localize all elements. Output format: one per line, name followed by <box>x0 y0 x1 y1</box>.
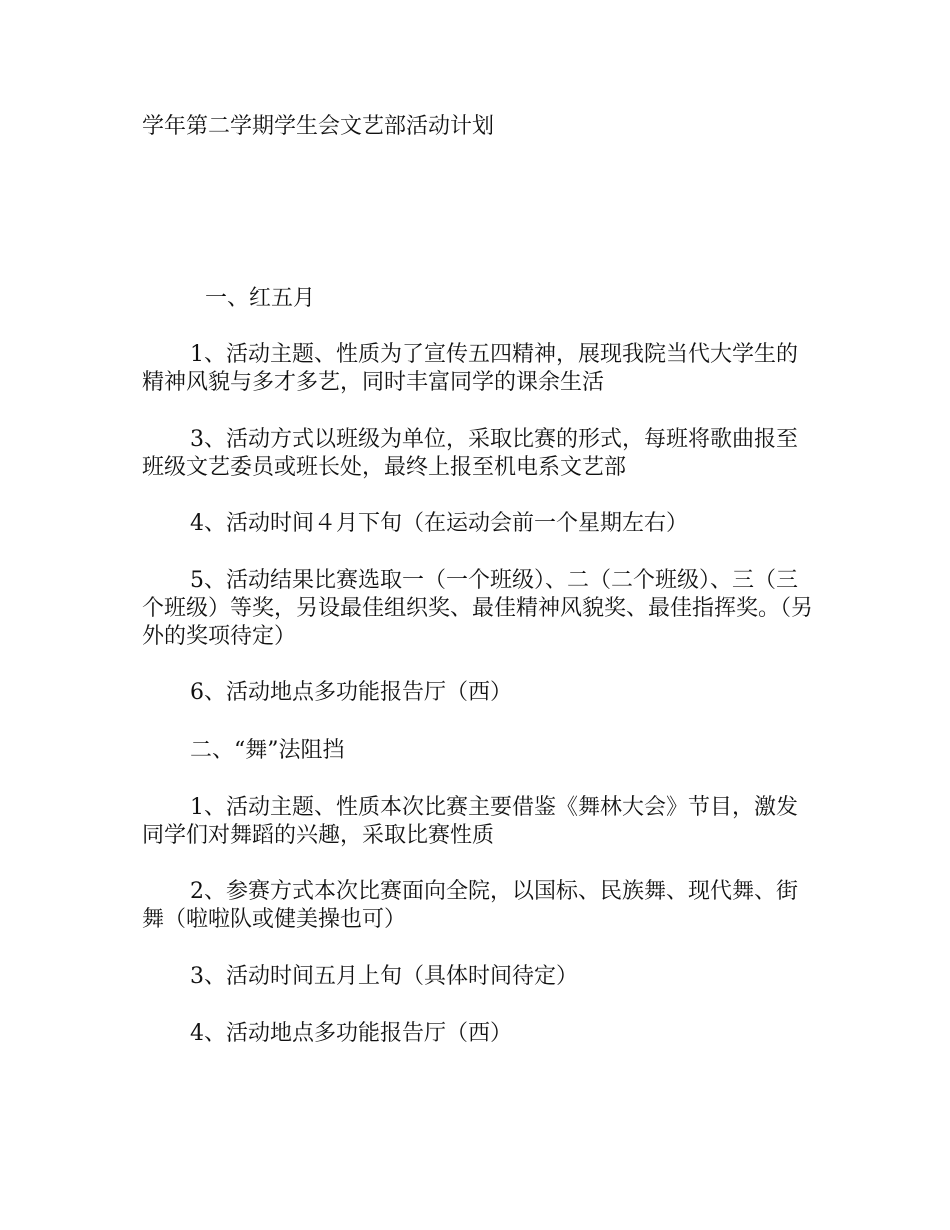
paragraph-dance-time: 3、活动时间五月上旬（具体时间待定） <box>190 964 578 989</box>
paragraph-dance-location: 4、活动地点多功能报告厅（西） <box>190 1021 512 1046</box>
paragraph-activity-method: 3、活动方式以班级为单位，采取比赛的形式，每班将歌曲报至班级文艺委员或班长处，最终上报至机电系文艺部 <box>142 427 798 480</box>
document-title: 学年第二学期学生会文艺部活动计划 <box>142 114 495 139</box>
paragraph-dance-theme: 1、活动主题、性质本次比赛主要借鉴《舞林大会》节目，激发同学们对舞蹈的兴趣，采取比赛性质 <box>142 795 798 848</box>
section-heading-red-may: 一、红五月 <box>205 286 316 311</box>
paragraph-activity-result: 5、活动结果比赛选取一（一个班级）、二（二个班级）、三（三个班级）等奖，另设最佳组织奖、最佳精神风貌奖、最佳指挥奖。（另外的奖项待定） <box>142 568 814 649</box>
paragraph-dance-participation: 2、参赛方式本次比赛面向全院，以国标、民族舞、现代舞、街舞（啦啦队或健美操也可） <box>142 879 798 932</box>
paragraph-activity-time: 4、活动时间４月下旬（在运动会前一个星期左右） <box>190 511 688 536</box>
paragraph-activity-location: 6、活动地点多功能报告厅（西） <box>190 680 512 705</box>
section-heading-dance: 二、“舞”法阻挡 <box>190 738 345 763</box>
paragraph-activity-theme: 1、活动主题、性质为了宣传五四精神，展现我院当代大学生的精神风貌与多才多艺，同时丰富同学的课余生活 <box>142 342 798 395</box>
